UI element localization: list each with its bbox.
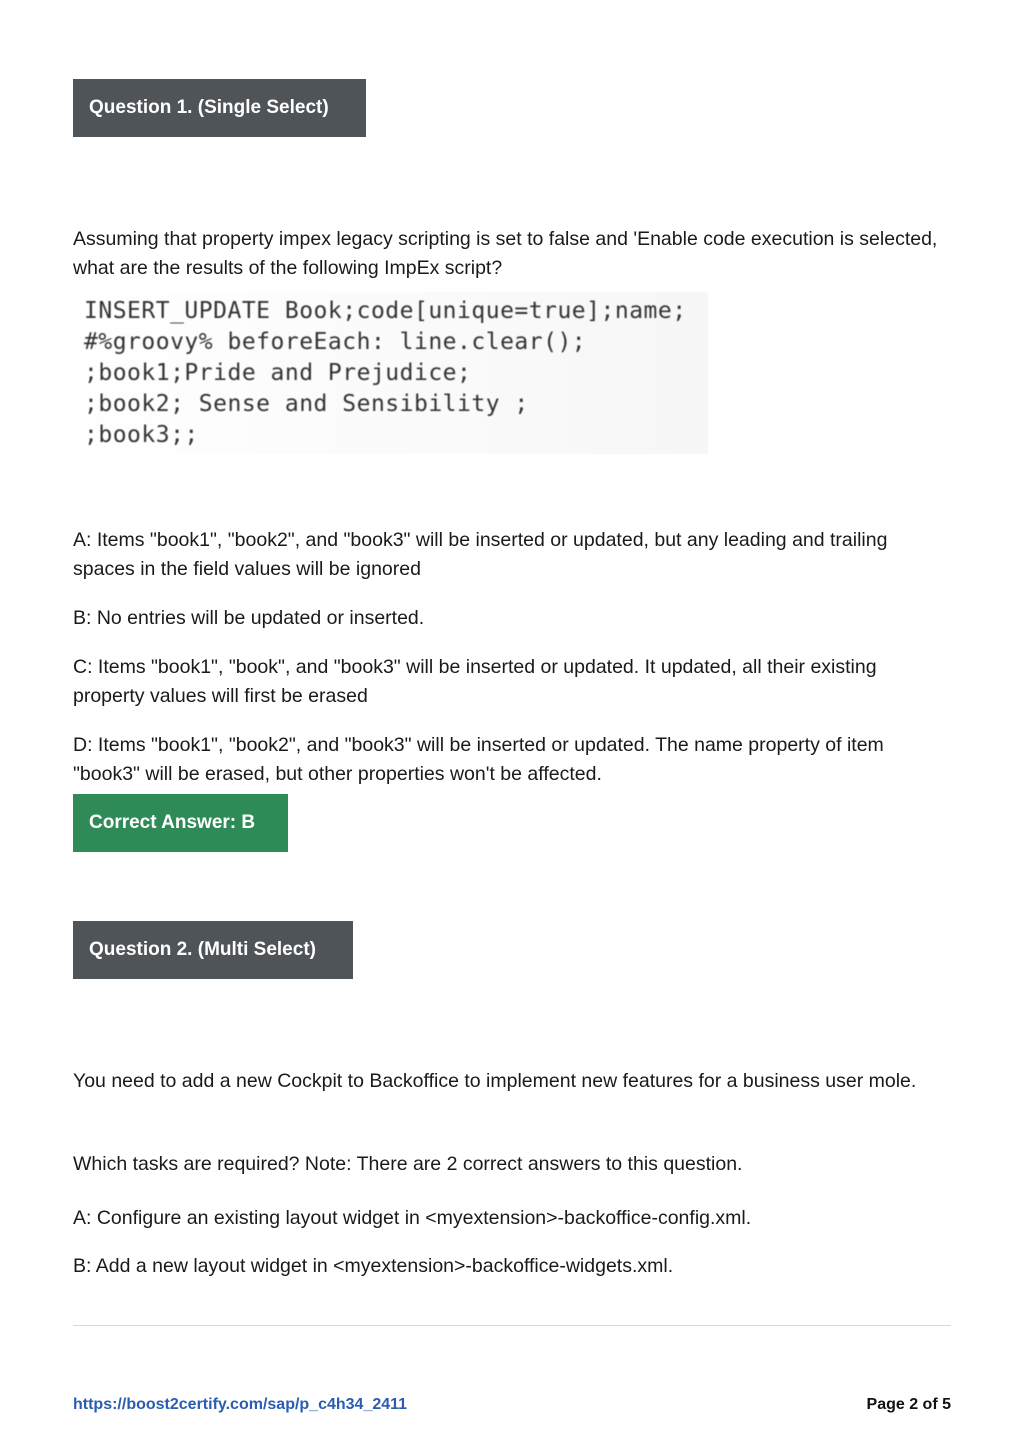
code-line: ;book3;; [84, 422, 199, 448]
question-1-option-b: B: No entries will be updated or inserted. [73, 607, 425, 629]
code-line: ;book1;Pride and Prejudice; [84, 360, 472, 386]
impex-script-image [78, 292, 708, 454]
code-line: ;book2; Sense and Sensibility ; [84, 391, 529, 417]
question-2-badge-label: Question 2. (Multi Select) [89, 939, 316, 960]
question-2-option-a: A: Configure an existing layout widget in <myextension>-backoffice-config.xml. [73, 1207, 752, 1229]
question-1-badge [73, 79, 366, 137]
code-line: INSERT_UPDATE Book;code[unique=true];name; [84, 298, 687, 324]
question-1-option-a: A: Items "book1", "book2", and "book3" will be inserted or updated, but any leading and trailing spaces in the field values will be ignored [73, 529, 888, 580]
question-2-badge [73, 921, 353, 979]
code-line: #%groovy% beforeEach: line.clear(); [84, 329, 587, 355]
question-1-option-d: D: Items "book1", "book2", and "book3" will be inserted or updated. The name property of item "book3" will be erased, but other properties won't be affected. [73, 734, 884, 785]
correct-answer-badge [73, 794, 288, 852]
question-2-option-b: B: Add a new layout widget in <myextension>-backoffice-widgets.xml. [73, 1255, 674, 1277]
correct-answer-label: Correct Answer: B [89, 812, 256, 833]
page-number: Page 2 of 5 [866, 1396, 951, 1413]
question-2-stem: You need to add a new Cockpit to Backoffice to implement new features for a business user mole. [73, 1070, 917, 1092]
question-2-note: Which tasks are required? Note: There are 2 correct answers to this question. [73, 1153, 743, 1175]
question-1-option-c: C: Items "book1", "book", and "book3" will be inserted or updated. It updated, all their existing property values will first be erased [73, 656, 877, 707]
question-1-badge-label: Question 1. (Single Select) [89, 97, 329, 118]
question-1-stem: Assuming that property impex legacy scripting is set to false and 'Enable code execution is selected, what are the results of the following ImpEx script? [73, 228, 938, 279]
footer-url-link[interactable]: https://boost2certify.com/sap/p_c4h34_2411 [73, 1396, 408, 1413]
footer-divider [73, 1325, 951, 1326]
